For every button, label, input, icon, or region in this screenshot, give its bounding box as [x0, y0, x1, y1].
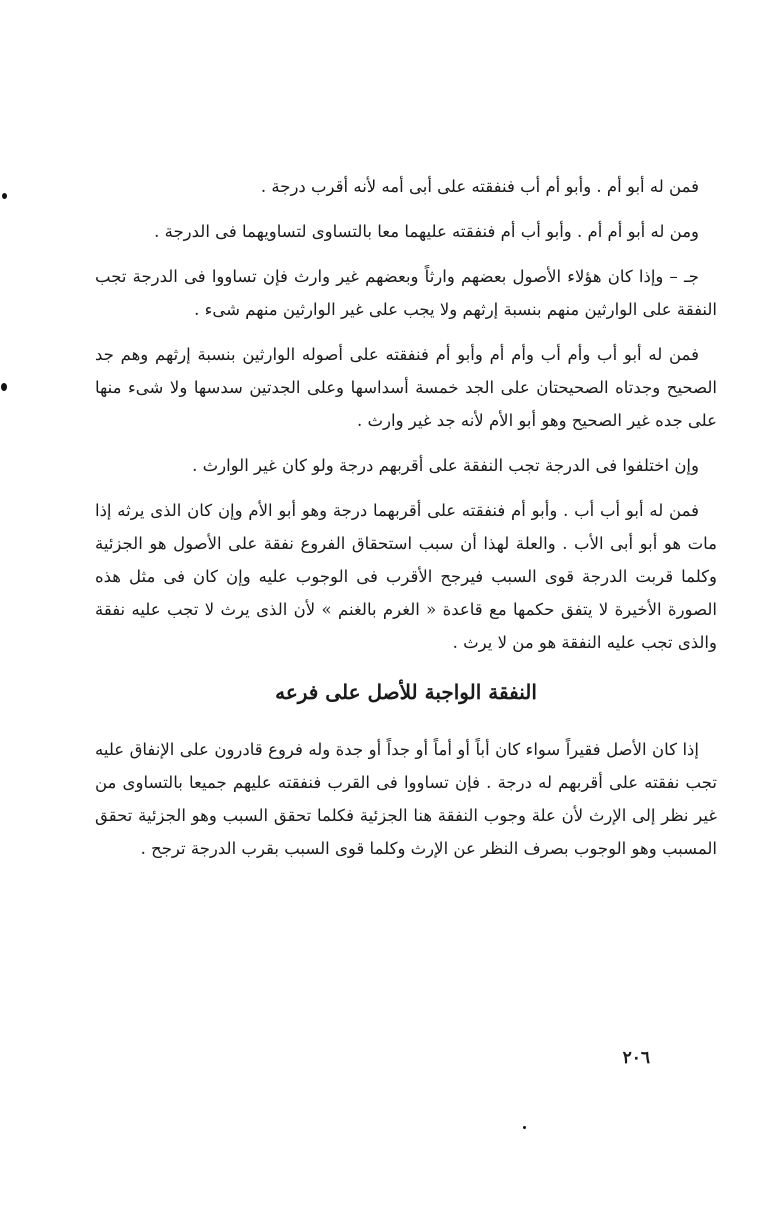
paragraph-1: فمن له أبو أم . وأبو أم أب فنفقته على أبى أمه لأنه أقرب درجة .	[260, 177, 699, 196]
paragraph-7: إذا كان الأصل فقيراً سواء كان أباً أو أماً أو جداً أو جدة وله فروع قادرون على الإنفاق عليه تجب نفقته على أقربهم له درجة . فإن تساووا فى القرب فنفقته عليهم جميعا بالتساوى من غير نظر إلى الإرث لأن علة وجوب النفقة هنا الجزئية فكلما تحقق السبب وهو الجزئية تحقق المسبب وهو الوجوب بصرف النظر عن الإرث وكلما قوى السبب بقرب الدرجة ترجح .	[95, 740, 717, 858]
paragraph-5: وإن اختلفوا فى الدرجة تجب النفقة على أقربهم درجة ولو كان غير الوارث .	[192, 456, 699, 475]
scan-speck	[523, 1126, 526, 1129]
paragraph-3: جـ – وإذا كان هؤلاء الأصول بعضهم وارثاً وبعضهم غير وارث فإن تساووا فى الدرجة تجب النفقة على الوارثين منهم بنسبة إرثهم ولا يجب على غير الوارثين منهم شىء .	[95, 267, 717, 319]
paragraph-4: فمن له أبو أب وأم أب وأم أم وأبو أم فنفقته على أصوله الوارثين بنسبة إرثهم وهم جد الصحيح وجدتاه الصحيحتان على الجد خمسة أسداسها وعلى الجدتين سدسها ولا شىء منها على جده غير الصحيح وهو أبو الأم لأنه جد غير وارث .	[95, 345, 717, 430]
scan-speck	[2, 193, 7, 199]
paragraph-6: فمن له أبو أب أب . وأبو أم فنفقته على أقربهما درجة وهو أبو الأم وإن كان الذى يرثه إذا مات هو أبو أبى الأب . والعلة لهذا أن سبب استحقاق الفروع نفقة على الأصول هو الجزئية وكلما قربت الدرجة قوى السبب فيرجح الأقرب فى الوجوب عليه وإن كان فى مثل هذه الصورة الأخيرة لا يتفق حكمها مع قاعدة « الغرم بالغنم » لأن الذى يرث لا تجب عليه نفقة والذى تجب عليه النفقة هو من لا يرث .	[95, 501, 717, 652]
paragraph-2: ومن له أبو أم أم . وأبو أب أم فنفقته عليهما معا بالتساوى لتساويهما فى الدرجة .	[154, 222, 699, 241]
section-heading: النفقة الواجبة للأصل على فرعه	[275, 680, 537, 704]
page-number: ٢٠٦	[622, 1048, 650, 1068]
scan-speck	[1, 383, 7, 391]
text-column	[95, 170, 717, 877]
